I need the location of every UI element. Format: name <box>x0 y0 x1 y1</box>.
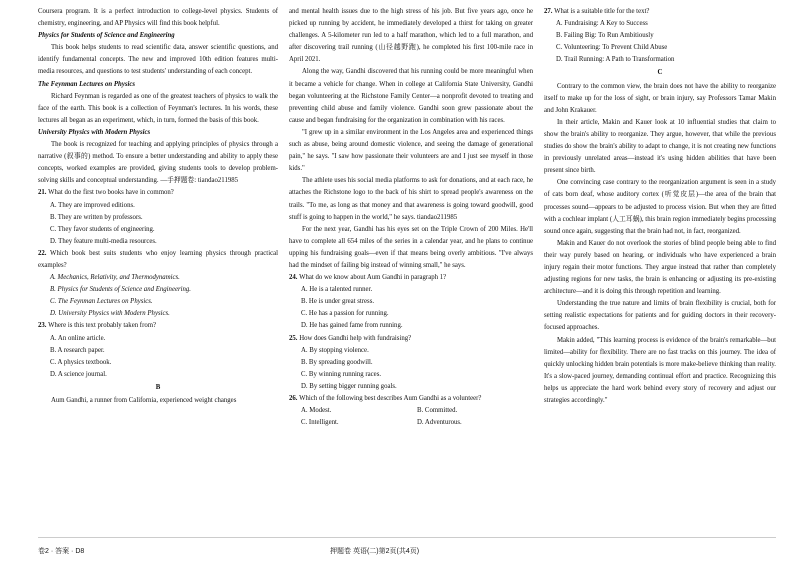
book2-text: Richard Feynman is regarded as one of the greatest teachers of physics to walk the face of the earth. This book is a collection of Feynman's lectures. In his words, these lectures all began as an experiment, which, in turn, formed the basis of this book. <box>38 92 278 124</box>
question-25 <box>289 333 533 393</box>
passage-b-start: Aum Gandhi, a runner from California, experienced weight changes <box>51 397 237 404</box>
book1-text: This book helps students to read scientific data, answer scientific questions, and identify fundamental concepts. The new and improved 10th edition features multi-media resources, and questions to test students' understanding of each concept. <box>38 44 278 76</box>
option: D. By setting bigger running goals. <box>301 382 397 390</box>
passage-c-p2: In their article, Makin and Kauer look at 10 influential studies that claim to show the brain's ability to reorganize. They argue, however, that while the previous studies do show the brain's ability to adapt to change, it is not creating new functions in previously unrelated areas—instead it's using hidden abilities that have been present since birth. <box>544 118 776 175</box>
page-footer <box>0 540 800 562</box>
passage-b-p4: The athlete uses his social media platforms to ask for donations, and at each race, he attaches the Richstone logo to the back of his shirt to spread people's awareness on the trails. "To me, as long as that money and that awareness is going toward goodwill, good stuff is going to happen in the world," he says. tiandao211985 <box>289 177 533 221</box>
footer-left: 卷2 · 答案 · D8 <box>38 548 85 555</box>
option: B. Physics for Students of Science and Engineering. <box>50 286 192 294</box>
question-27 <box>544 6 776 66</box>
option: A. Fundraising: A Key to Success <box>556 20 648 28</box>
option: B. He is under great stress. <box>301 298 375 306</box>
question-number: 21. <box>38 189 47 197</box>
footer-divider <box>38 537 776 538</box>
passage-b-p5: For the next year, Gandhi has his eyes set on the Triple Crown of 200 Miles. He'll have to complete all 654 miles of the series in a calendar year, and he plans to continue upping his fundraising goals—even if that means being overly ambitious. "I've always had the mindset of failing big instead of winning small," he says. <box>289 225 533 269</box>
question-stem: What do the first two books have in common? <box>48 189 174 197</box>
passage-c-p3: One convincing case contrary to the reorganization argument is seen in a study of cats born deaf, whose auditory cortex (听觉皮层)—the area of the brain that processes sound—appears to be adjusted to process vision. But when they are fitted with a cochlear implant (人工耳蜗), this brain region immediately begins processing sound once again, suggesting that the brain had not, in fact, reorganized. <box>544 179 776 235</box>
book1-title: Physics for Students of Science and Engineering <box>38 32 175 40</box>
passage-b-p2: Along the way, Gandhi discovered that his running could be more meaningful when it became a vehicle for change. When in college at California State University, Gandhi began volunteering at the Richstone Family Center—a nonprofit devoted to treating and preventing child abuse and family violence. Gandhi soon grew passionate about the cause and began fundraising for the organization in combination with his races. <box>289 68 533 124</box>
option: C. Volunteering: To Prevent Child Abuse <box>556 44 668 52</box>
option: D. Adventurous. <box>417 419 462 427</box>
para-intro: Coursera program. It is a perfect introduction to college-level physics. Students of chemistry, engineering, and AP Physics will find this book helpful. <box>38 8 278 28</box>
passage-b-p3: "I grew up in a similar environment in the Los Angeles area and experienced things such as abuse, being around domestic violence, and seeing the damage of generational pain," he says. "I saw how passionate their volunteers are and I just see myself in those kids." <box>289 128 533 173</box>
passage-c-p6: Makin added, "This learning process is evidence of the brain's remarkable—but limited—ability for flexibility. There are no fast tracks on this journey. The idea of quickly unlocking hidden brain potentials is more make-believe thinking than reality. It's a slow-paced journey, demanding continual effort and practice. Recognizing this helps us appreciate the hard work behind every story of recovery and adjust our strategies accordingly." <box>544 336 776 404</box>
column-right <box>544 6 776 530</box>
question-number: 22. <box>38 249 47 257</box>
option: A. They are improved editions. <box>50 201 135 209</box>
option: D. They feature multi-media resources. <box>50 237 157 245</box>
option: C. The Feynman Lectures on Physics. <box>50 298 153 306</box>
option: C. Intelligent. <box>301 419 339 427</box>
passage-c-p5: Understanding the true nature and limits of brain flexibility is crucial, both for setting realistic expectations for patients and for guiding doctors in their recovery-focused approaches. <box>544 300 776 332</box>
column-middle <box>289 6 533 530</box>
option: D. A science journal. <box>50 370 107 378</box>
question-stem: Which book best suits students who enjoy learning physics through practical examples? <box>38 249 279 269</box>
book3-text: The book is recognized for teaching and applying principles of physics through a narrative (叙事的) method. To ensure a better understanding and ability to apply these concepts, worked examples are provided, giving students tools to develop problem-solving skills and conceptual understanding. —手押题卷: tiandao211985 <box>38 141 278 185</box>
option: D. He has gained fame from running. <box>301 322 403 330</box>
question-23 <box>38 320 278 380</box>
question-number: 27. <box>544 8 553 15</box>
option: B. Committed. <box>417 407 458 415</box>
option: C. By winning running races. <box>301 370 382 378</box>
book2-title: The Feynman Lectures on Physics <box>38 80 136 88</box>
section-c-heading: C <box>657 69 663 77</box>
option: A. Modest. <box>301 407 332 415</box>
passage-c-p1: Contrary to the common view, the brain does not have the ability to reorganize itself to make up for the loss of sight, or brain injury, say Professors Tamar Makin and John Krakauer. <box>544 82 776 114</box>
option: A. Mechanics, Relativity, and Thermodynamics. <box>50 274 180 282</box>
option: C. They favor students of engineering. <box>50 225 155 233</box>
book3-title: University Physics with Modern Physics <box>38 128 151 136</box>
section-b-heading: B <box>155 383 161 391</box>
footer-page-info: 押题卷 英语(二)第2页(共4页) <box>330 548 420 555</box>
question-number: 25. <box>289 334 298 342</box>
question-stem: What is a suitable title for the text? <box>554 8 650 15</box>
passage-b-p1: and mental health issues due to the high stress of his job. But five years ago, once he picked up running by accident, he immediately developed a thirst for taking on greater challenges. A 5-kilometer run led to a half marathon, which led to a full marathon, and after discovering trail running (山径越野跑), he completed his first 100-mile race in April 2021. <box>289 8 533 64</box>
question-21 <box>38 187 278 247</box>
question-stem: What do we know about Aum Gandhi in paragraph 1? <box>299 274 447 282</box>
option: C. He has a passion for running. <box>301 310 389 318</box>
option: B. They are written by professors. <box>50 213 143 221</box>
question-number: 24. <box>289 274 298 282</box>
question-26 <box>289 393 533 429</box>
option: A. An online article. <box>50 334 106 342</box>
option: B. A research paper. <box>50 346 105 354</box>
question-24 <box>289 272 533 332</box>
option: B. By spreading goodwill. <box>301 358 373 366</box>
option: D. Trail Running: A Path to Transformation <box>556 56 675 64</box>
option: A. By stopping violence. <box>301 346 369 354</box>
passage-c-p4: Makin and Kauer do not overlook the stories of blind people being able to find their way purely based on hearing, or individuals who have experienced a brain injury regain their motor functions. They argue instead that rather than completely adjusting regions for new tasks, the brain is enhancing or adjusting its pre-existing architecture—and it is doing this through repetition and learning. <box>544 239 776 296</box>
option: D. University Physics with Modern Physics. <box>50 310 170 318</box>
option: B. Failing Big: To Run Ambitiously <box>556 32 654 40</box>
question-stem: Which of the following best describes Aum Gandhi as a volunteer? <box>299 395 482 402</box>
question-stem: Where is this text probably taken from? <box>48 322 157 330</box>
question-22 <box>38 248 278 321</box>
question-number: 26. <box>289 395 298 402</box>
option: A. He is a talented runner. <box>301 286 373 294</box>
question-number: 23. <box>38 322 47 330</box>
question-stem: How does Gandhi help with fundraising? <box>299 334 412 342</box>
column-left <box>38 6 278 530</box>
option: C. A physics textbook. <box>50 358 112 366</box>
